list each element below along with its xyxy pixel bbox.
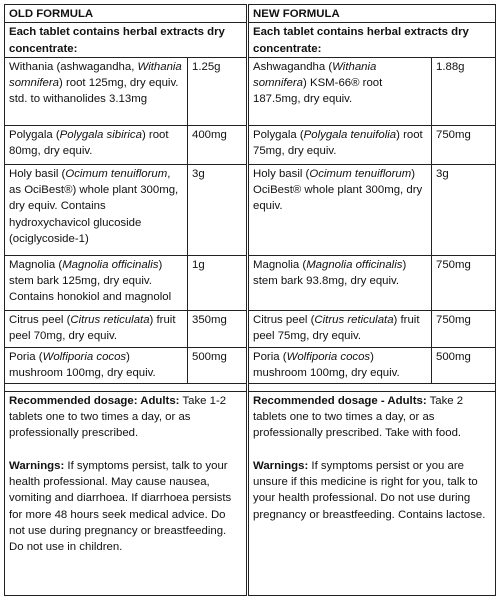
new-ingredient-amount: 3g [432, 164, 496, 255]
ingredient-row [5, 164, 496, 255]
old-ingredient-amount: 1g [188, 255, 248, 310]
old-warnings: Warnings: If symptoms persist, talk to your health professional. May cause nausea, vomiting and diarrhoea. If diarrhoea persists for more 48 hours seek medical advice. Do not use during pregnancy or breastfeeding. Do not use in children. [9, 459, 232, 554]
new-ingredient-name: Polygala (Polygala tenuifolia) root 75mg, dry equiv. [248, 125, 432, 164]
new-ingredient-name: Citrus peel (Citrus reticulata) fruit peel 75mg, dry equiv. [248, 310, 432, 347]
old-ingredient-name: Holy basil (Ocimum tenuiflorum, as OciBest®) whole plant 300mg, dry equiv. Contains hydroxychavicol glucoside (ociglycoside-1) [5, 164, 188, 255]
directions-row [5, 391, 496, 595]
ingredient-row [5, 57, 496, 125]
formula-comparison-table [4, 4, 496, 596]
old-ingredient-amount: 1.25g [188, 57, 248, 125]
new-warnings: Warnings: If symptoms persist or you are unsure if this medicine is right for you, talk to your health professional. Do not use during pregnancy or breastfeeding. Contains lactose. [253, 459, 486, 521]
new-dosage: Recommended dosage - Adults: Take 2 tablets one to two times a day, or as professionally prescribed. Take with food. [253, 394, 464, 440]
old-dosage: Recommended dosage: Adults: Take 1-2 tablets one to two times a day, or as professionally prescribed. [9, 394, 227, 440]
new-intro: Each tablet contains herbal extracts dry concentrate: [248, 23, 496, 58]
ingredient-row [5, 310, 496, 347]
new-ingredient-name: Holy basil (Ocimum tenuiflorum) OciBest® whole plant 300mg, dry equiv. [248, 164, 432, 255]
old-ingredient-name: Polygala (Polygala sibirica) root 80mg, dry equiv. [5, 125, 188, 164]
old-ingredient-amount: 350mg [188, 310, 248, 347]
new-formula-header: NEW FORMULA [248, 5, 496, 23]
new-ingredient-amount: 1.88g [432, 57, 496, 125]
new-ingredient-name: Magnolia (Magnolia officinalis) stem bark 93.8mg, dry equiv. [248, 255, 432, 310]
old-ingredient-name: Citrus peel (Citrus reticulata) fruit peel 70mg, dry equiv. [5, 310, 188, 347]
ingredient-row [5, 347, 496, 383]
ingredient-row [5, 125, 496, 164]
new-ingredient-amount: 750mg [432, 310, 496, 347]
new-ingredient-amount: 750mg [432, 255, 496, 310]
new-directions [248, 391, 496, 595]
new-ingredient-name: Poria (Wolfiporia cocos) mushroom 100mg, dry equiv. [248, 347, 432, 383]
old-ingredient-amount: 500mg [188, 347, 248, 383]
new-ingredient-amount: 500mg [432, 347, 496, 383]
new-ingredient-amount: 750mg [432, 125, 496, 164]
old-ingredient-amount: 3g [188, 164, 248, 255]
old-ingredient-name: Poria (Wolfiporia cocos) mushroom 100mg, dry equiv. [5, 347, 188, 383]
ingredient-row [5, 255, 496, 310]
old-formula-header: OLD FORMULA [5, 5, 248, 23]
old-intro: Each tablet contains herbal extracts dry concentrate: [5, 23, 248, 58]
old-ingredient-name: Magnolia (Magnolia officinalis) stem bark 125mg, dry equiv. Contains honokiol and magnolol [5, 255, 188, 310]
new-ingredient-name: Ashwagandha (Withania somnifera) KSM-66® root 187.5mg, dry equiv. [248, 57, 432, 125]
old-ingredient-amount: 400mg [188, 125, 248, 164]
old-ingredient-name: Withania (ashwagandha, Withania somnifera) root 125mg, dry equiv. std. to withanolides 3.13mg [5, 57, 188, 125]
old-directions [5, 391, 248, 595]
